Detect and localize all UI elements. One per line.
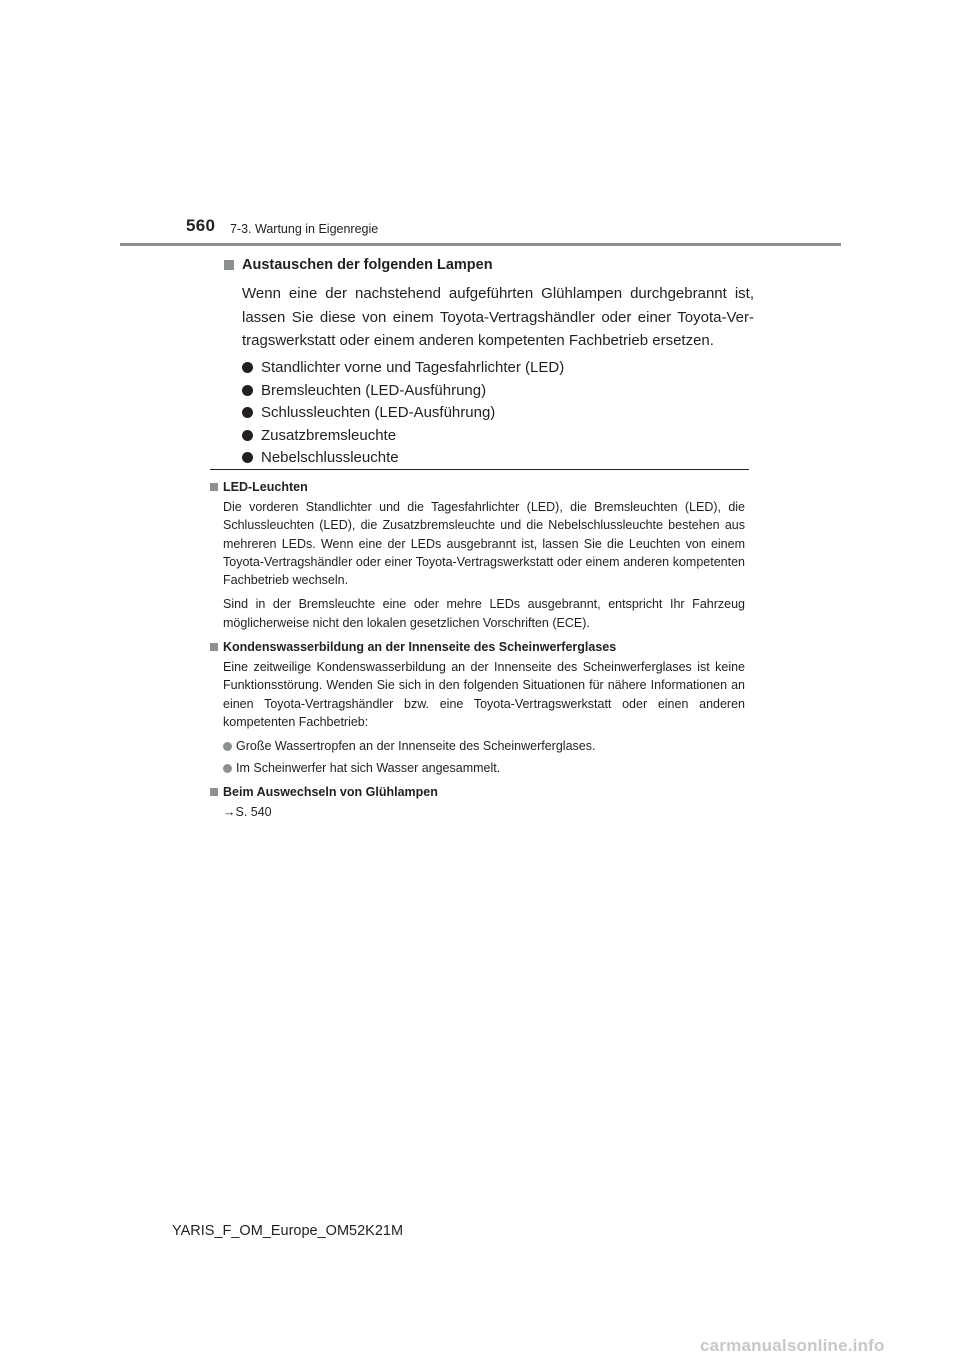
square-bullet-icon: [210, 643, 218, 651]
list-item: [242, 424, 754, 447]
note-paragraph: Eine zeitweilige Kondenswasserbildung an der Innenseite des Scheinwerferglases ist keine Funktionsstörung. Wenden Sie sich in den folgenden Situationen für nähere Informationen an einen Toyota-Vertragshändler bzw. eine Toyota-Vertragswerkstatt oder einen anderen kompetenten Fachbetrieb:: [223, 660, 745, 729]
round-bullet-icon: [242, 430, 253, 441]
list-item: [242, 357, 754, 380]
list-item: [242, 402, 754, 425]
page-reference: →S. 540: [223, 805, 272, 820]
square-bullet-icon: [210, 483, 218, 491]
list-item-text: Große Wassertropfen an der Innenseite des Scheinwerferglases.: [236, 739, 596, 754]
list-item-text: Im Scheinwerfer hat sich Wasser angesammelt.: [236, 761, 501, 776]
list-item: [242, 379, 754, 402]
list-item-text: Nebelschlussleuchte: [261, 449, 399, 467]
list-item: [223, 737, 745, 755]
list-item-text: Schlussleuchten (LED-Ausführung): [261, 404, 496, 422]
note-paragraph: Die vorderen Standlichter und die Tagesfahrlichter (LED), die Bremsleuchten (LED), die Schlussleuchten (LED), die Zusatzbremsleuchte und die Nebelschlussleuchte bestehen aus mehreren LEDs. Wenn eine der LEDs ausgebrannt ist, lassen Sie die Leuchten von einem Toyota-Vertragshändler oder einer Toyota-Vertragswerkstatt oder einem anderen kompetenten Fachbetrieb wechseln.: [223, 500, 745, 588]
list-item-text: Zusatzbremsleuchte: [261, 426, 397, 444]
watermark: carmanualsonline.info: [700, 1336, 885, 1355]
list-item-text: Standlichter vorne und Tagesfahrlichter (LED): [261, 359, 565, 377]
list-item-text: Bremsleuchten (LED-Ausführung): [261, 381, 487, 399]
note-heading-text: LED-Leuchten: [223, 480, 308, 494]
note-heading-condensation: [210, 638, 745, 656]
round-bullet-icon: [242, 407, 253, 418]
intro-paragraph: Wenn eine der nachstehend aufgeführten Glühlampen durchgebrannt ist, lassen Sie diese von einem Toyota-Vertragshändler oder einer Toyota-Ver-tragswerkstatt oder einem anderen kompetenten Fachbetrieb ersetzen.: [242, 285, 754, 349]
note-heading-led: [210, 478, 745, 496]
square-bullet-icon: [224, 260, 234, 270]
document-code: YARIS_F_OM_Europe_OM52K21M: [172, 1223, 404, 1239]
section-heading: [224, 254, 754, 276]
note-paragraph: Sind in der Bremsleuchte eine oder mehre LEDs ausgebrannt, entspricht Ihr Fahrzeug möglicherweise nicht den lokalen gesetzlichen Vorschriften (ECE).: [223, 597, 745, 630]
section-heading-text: Austauschen der folgenden Lampen: [242, 257, 493, 273]
main-section: [224, 254, 754, 469]
round-bullet-icon: [242, 362, 253, 373]
note-heading-text: Kondenswasserbildung an der Innenseite des Scheinwerferglases: [223, 640, 617, 655]
round-bullet-icon: [223, 742, 232, 751]
round-bullet-icon: [242, 452, 253, 463]
note-heading-text: Beim Auswechseln von Glühlampen: [223, 785, 438, 800]
list-item: [223, 759, 745, 777]
note-heading-bulbs: [210, 783, 745, 801]
lamp-list: [242, 357, 754, 470]
notes-divider: [210, 469, 749, 470]
round-bullet-icon: [242, 385, 253, 396]
list-item: [242, 447, 754, 470]
section-title: 7-3. Wartung in Eigenregie: [230, 222, 379, 236]
header-divider: [120, 243, 841, 246]
page-number: 560: [186, 216, 216, 235]
square-bullet-icon: [210, 788, 218, 796]
round-bullet-icon: [223, 764, 232, 773]
notes-section: [210, 478, 745, 828]
